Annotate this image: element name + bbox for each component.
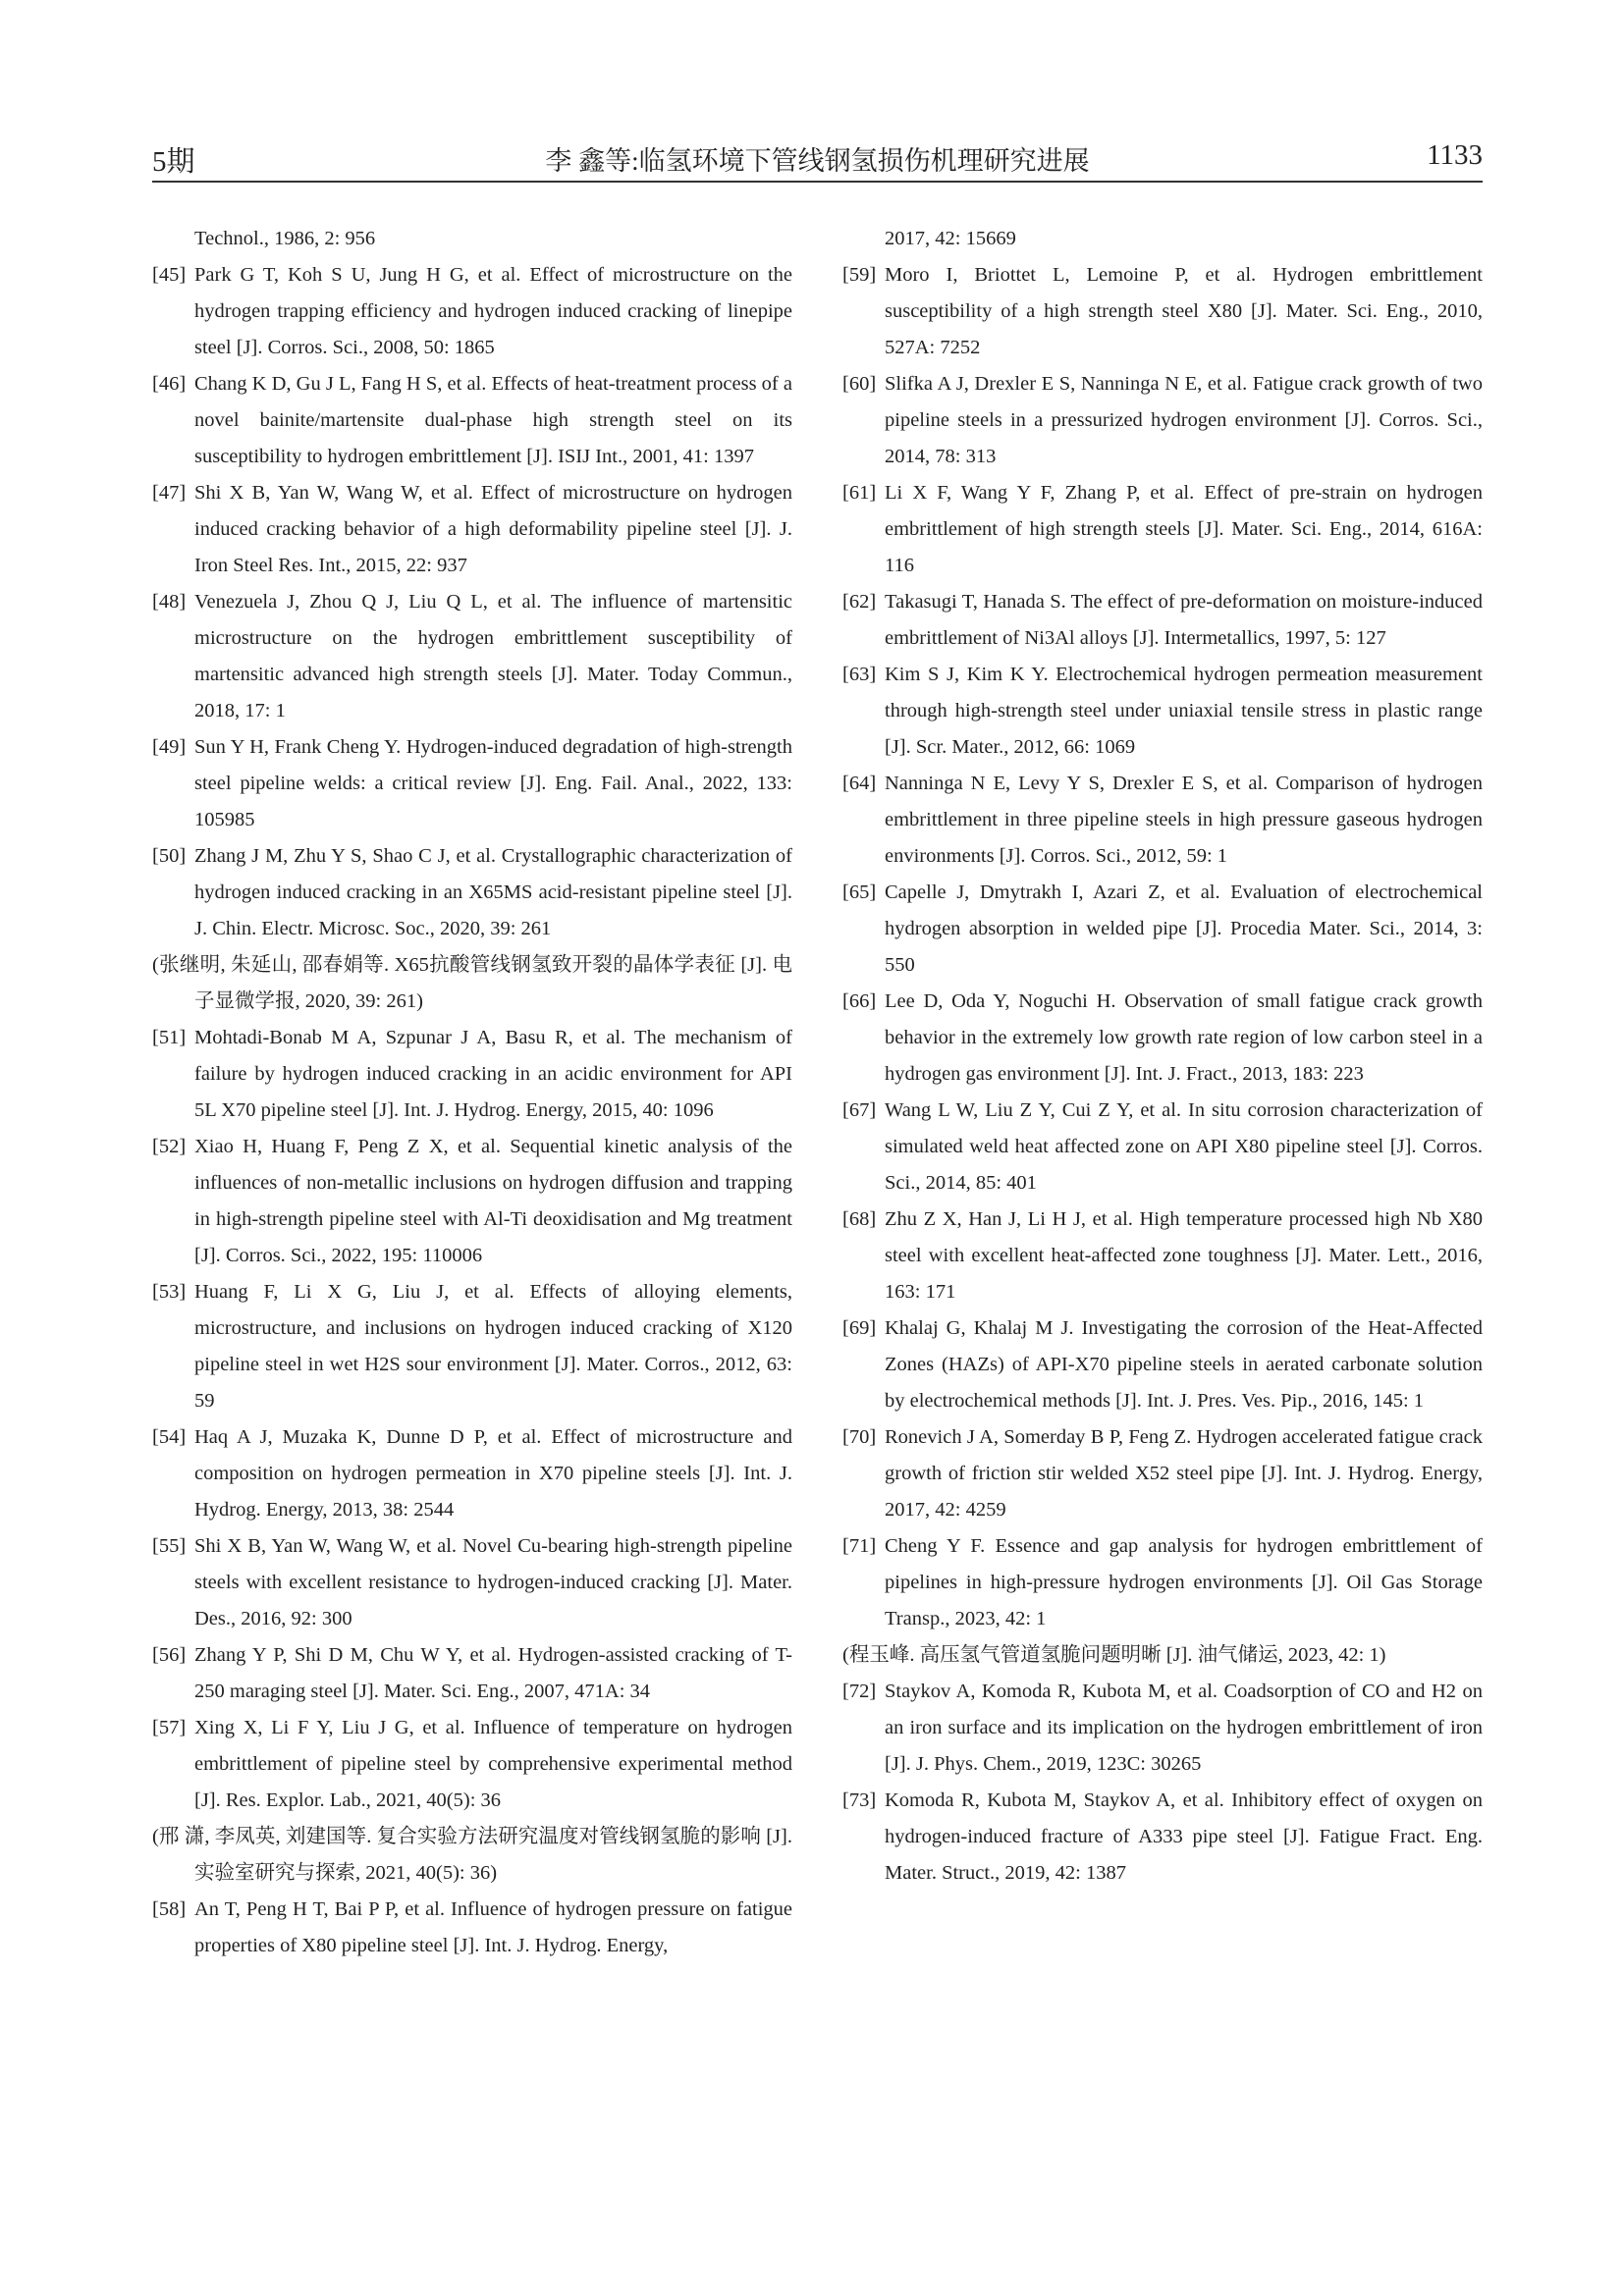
reference-number: [73] <box>842 1789 877 1811</box>
reference-item <box>152 1129 792 1274</box>
reference-number: [68] <box>842 1208 877 1230</box>
reference-text: Li X F, Wang Y F, Zhang P, et al. Effect of pre-strain on hydrogen embrittlement of high strength steels [J]. Mater. Sci. Eng., 2014, 616A: 116 <box>885 482 1483 576</box>
header-rule <box>152 181 1483 183</box>
reference-item <box>842 1310 1483 1419</box>
reference-item <box>842 1419 1483 1528</box>
reference-number: [67] <box>842 1099 877 1121</box>
reference-number: [64] <box>842 773 877 794</box>
reference-number: [55] <box>152 1535 187 1557</box>
reference-chinese-text: (邢 潇, 李凤英, 刘建国等. 复合实验方法研究温度对管线钢氢脆的影响 [J]. 实验室研究与探索, 2021, 40(5): 36) <box>152 1826 792 1884</box>
reference-number: [45] <box>152 264 187 286</box>
reference-text: Zhang Y P, Shi D M, Chu W Y, et al. Hydrogen-assisted cracking of T-250 maraging steel [J]. Mater. Sci. Eng., 2007, 471A: 34 <box>194 1644 792 1702</box>
reference-text: Capelle J, Dmytrakh I, Azari Z, et al. Evaluation of electrochemical hydrogen absorption in welded pipe [J]. Procedia Mater. Sci., 2014, 3: 550 <box>885 881 1483 976</box>
reference-number: [63] <box>842 664 877 685</box>
reference-text: Shi X B, Yan W, Wang W, et al. Effect of microstructure on hydrogen induced cracking behavior of a high deformability pipeline steel [J]. J. Iron Steel Res. Int., 2015, 22: 937 <box>194 482 792 576</box>
reference-item <box>842 584 1483 657</box>
reference-item <box>842 657 1483 766</box>
reference-item <box>152 257 792 366</box>
reference-item <box>842 257 1483 366</box>
reference-text: Sun Y H, Frank Cheng Y. Hydrogen-induced degradation of high-strength steel pipeline welds: a critical review [J]. Eng. Fail. Anal., 2022, 133: 105985 <box>194 736 792 830</box>
reference-item <box>152 1892 792 1964</box>
reference-number: [54] <box>152 1426 187 1448</box>
reference-number: [59] <box>842 264 877 286</box>
reference-list <box>842 257 1483 1892</box>
reference-item <box>842 766 1483 875</box>
reference-text: Mohtadi-Bonab M A, Szpunar J A, Basu R, et al. The mechanism of failure by hydrogen induced cracking in an acidic environment for API 5L X70 pipeline steel [J]. Int. J. Hydrog. Energy, 2015, 40: 1096 <box>194 1027 792 1121</box>
reference-text: Nanninga N E, Levy Y S, Drexler E S, et al. Comparison of hydrogen embrittlement in three pipeline steels in high pressure gaseous hydrogen environments [J]. Corros. Sci., 2012, 59: 1 <box>885 773 1483 867</box>
reference-number: [57] <box>152 1717 187 1738</box>
reference-text: Zhang J M, Zhu Y S, Shao C J, et al. Crystallographic characterization of hydrogen induced cracking in an X65MS acid-resistant pipeline steel [J]. J. Chin. Electr. Microsc. Soc., 2020, 39: 261 <box>194 845 792 939</box>
reference-number: [50] <box>152 845 187 867</box>
reference-item <box>152 1274 792 1419</box>
reference-text: Cheng Y F. Essence and gap analysis for hydrogen embrittlement of pipelines in high-pressure hydrogen environments [J]. Oil Gas Storage Transp., 2023, 42: 1 <box>885 1535 1483 1629</box>
reference-number: [71] <box>842 1535 877 1557</box>
reference-text: Chang K D, Gu J L, Fang H S, et al. Effects of heat-treatment process of a novel bainite/martensite dual-phase high strength steel on its susceptibility to hydrogen embrittlement [J]. ISIJ Int., 2001, 41: 1397 <box>194 373 792 467</box>
page-number: 1133 <box>1427 139 1483 171</box>
reference-number: [49] <box>152 736 187 758</box>
reference-text: Shi X B, Yan W, Wang W, et al. Novel Cu-bearing high-strength pipeline steels with excellent resistance to hydrogen-induced cracking [J]. Mater. Des., 2016, 92: 300 <box>194 1535 792 1629</box>
reference-text: Ronevich J A, Somerday B P, Feng Z. Hydrogen accelerated fatigue crack growth of friction stir welded X52 steel pipe [J]. Int. J. Hydrog. Energy, 2017, 42: 4259 <box>885 1426 1483 1521</box>
reference-text: Park G T, Koh S U, Jung H G, et al. Effect of microstructure on the hydrogen trapping efficiency and hydrogen induced cracking of linepipe steel [J]. Corros. Sci., 2008, 50: 1865 <box>194 264 792 358</box>
reference-text: Khalaj G, Khalaj M J. Investigating the corrosion of the Heat-Affected Zones (HAZs) of API-X70 pipeline steels in aerated carbonate solution by electrochemical methods [J]. Int. J. Pres. Ves. Pip., 2016, 145: 1 <box>885 1317 1483 1412</box>
reference-number: [60] <box>842 373 877 395</box>
reference-item <box>842 875 1483 984</box>
running-title: 李 鑫等:临氢环境下管线钢氢损伤机理研究进展 <box>545 146 1090 176</box>
reference-item <box>842 1783 1483 1892</box>
reference-number: [66] <box>842 990 877 1012</box>
reference-number: [58] <box>152 1898 187 1920</box>
reference-item <box>842 1674 1483 1783</box>
reference-number: [56] <box>152 1644 187 1666</box>
reference-list <box>152 257 792 1964</box>
reference-item <box>152 838 792 1020</box>
reference-chinese-text: (程玉峰. 高压氢气管道氢脆问题明晰 [J]. 油气储运, 2023, 42: 1) <box>842 1644 1386 1666</box>
reference-number: [69] <box>842 1317 877 1339</box>
reference-item <box>152 1637 792 1710</box>
right-column <box>842 221 1483 1892</box>
reference-item <box>152 475 792 584</box>
reference-number: [61] <box>842 482 877 504</box>
reference-number: [51] <box>152 1027 187 1048</box>
reference-text: Zhu Z X, Han J, Li H J, et al. High temperature processed high Nb X80 steel with excellent heat-affected zone toughness [J]. Mater. Lett., 2016, 163: 171 <box>885 1208 1483 1303</box>
continuation-text: 2017, 42: 15669 <box>885 228 1016 249</box>
reference-item <box>152 1020 792 1129</box>
reference-text: Wang L W, Liu Z Y, Cui Z Y, et al. In situ corrosion characterization of simulated weld heat affected zone on API X80 pipeline steel [J]. Corros. Sci., 2014, 85: 401 <box>885 1099 1483 1194</box>
reference-text: Komoda R, Kubota M, Staykov A, et al. Inhibitory effect of oxygen on hydrogen-induced fracture of A333 pipe steel [J]. Fatigue Fract. Eng. Mater. Struct., 2019, 42: 1387 <box>885 1789 1483 1884</box>
reference-number: [46] <box>152 373 187 395</box>
reference-text: Xiao H, Huang F, Peng Z X, et al. Sequential kinetic analysis of the influences of non-metallic inclusions on hydrogen diffusion and trapping in high-strength pipeline steel with Al-Ti deoxidisation and Mg treatment [J]. Corros. Sci., 2022, 195: 110006 <box>194 1136 792 1266</box>
reference-item <box>152 366 792 475</box>
reference-item <box>842 984 1483 1093</box>
reference-item <box>152 1419 792 1528</box>
reference-number: [52] <box>152 1136 187 1157</box>
reference-item <box>152 1710 792 1892</box>
reference-item <box>842 1201 1483 1310</box>
reference-chinese-text: (张继明, 朱延山, 邵春娟等. X65抗酸管线钢氢致开裂的晶体学表征 [J]. 电子显微学报, 2020, 39: 261) <box>152 954 792 1012</box>
reference-item <box>842 366 1483 475</box>
reference-number: [70] <box>842 1426 877 1448</box>
reference-item <box>152 1528 792 1637</box>
left-column <box>152 221 792 1964</box>
reference-number: [72] <box>842 1681 877 1702</box>
reference-text: Slifka A J, Drexler E S, Nanninga N E, et al. Fatigue crack growth of two pipeline steels in a pressurized hydrogen environment [J]. Corros. Sci., 2014, 78: 313 <box>885 373 1483 467</box>
reference-item <box>842 1093 1483 1201</box>
reference-item <box>152 729 792 838</box>
reference-text: Moro I, Briottet L, Lemoine P, et al. Hydrogen embrittlement susceptibility of a high strength steel X80 [J]. Mater. Sci. Eng., 2010, 527A: 7252 <box>885 264 1483 358</box>
reference-text: Staykov A, Komoda R, Kubota M, et al. Coadsorption of CO and H2 on an iron surface and its implication on the hydrogen embrittlement of iron [J]. J. Phys. Chem., 2019, 123C: 30265 <box>885 1681 1483 1775</box>
continuation-text: Technol., 1986, 2: 956 <box>194 228 376 249</box>
reference-text: Takasugi T, Hanada S. The effect of pre-deformation on moisture-induced embrittlement of Ni3Al alloys [J]. Intermetallics, 1997, 5: 127 <box>885 591 1483 649</box>
reference-item <box>842 475 1483 584</box>
issue-label: 5期 <box>152 146 195 178</box>
reference-text: Kim S J, Kim K Y. Electrochemical hydrogen permeation measurement through high-strength steel under uniaxial tensile stress in plastic range [J]. Scr. Mater., 2012, 66: 1069 <box>885 664 1483 758</box>
reference-text: Huang F, Li X G, Liu J, et al. Effects of alloying elements, microstructure, and inclusions on hydrogen induced cracking of X120 pipeline steel in wet H2S sour environment [J]. Mater. Corros., 2012, 63: 59 <box>194 1281 792 1412</box>
reference-number: [65] <box>842 881 877 903</box>
running-header <box>152 135 1483 185</box>
reference-text: Xing X, Li F Y, Liu J G, et al. Influence of temperature on hydrogen embrittlement of pipeline steel by comprehensive experimental method [J]. Res. Explor. Lab., 2021, 40(5): 36 <box>194 1717 792 1811</box>
reference-text: An T, Peng H T, Bai P P, et al. Influence of hydrogen pressure on fatigue properties of X80 pipeline steel [J]. Int. J. Hydrog. Energy, <box>194 1898 792 1956</box>
reference-text: Lee D, Oda Y, Noguchi H. Observation of small fatigue crack growth behavior in the extremely low growth rate region of low carbon steel in a hydrogen gas environment [J]. Int. J. Fract., 2013, 183: 223 <box>885 990 1483 1085</box>
reference-text: Haq A J, Muzaka K, Dunne D P, et al. Effect of microstructure and composition on hydrogen permeation in X70 pipeline steels [J]. Int. J. Hydrog. Energy, 2013, 38: 2544 <box>194 1426 792 1521</box>
reference-number: [48] <box>152 591 187 613</box>
reference-number: [62] <box>842 591 877 613</box>
reference-item <box>842 1528 1483 1674</box>
reference-number: [47] <box>152 482 187 504</box>
reference-number: [53] <box>152 1281 187 1303</box>
reference-item <box>152 584 792 729</box>
reference-text: Venezuela J, Zhou Q J, Liu Q L, et al. The influence of martensitic microstructure on the hydrogen embrittlement susceptibility of martensitic advanced high strength steels [J]. Mater. Today Commun., 2018, 17: 1 <box>194 591 792 721</box>
